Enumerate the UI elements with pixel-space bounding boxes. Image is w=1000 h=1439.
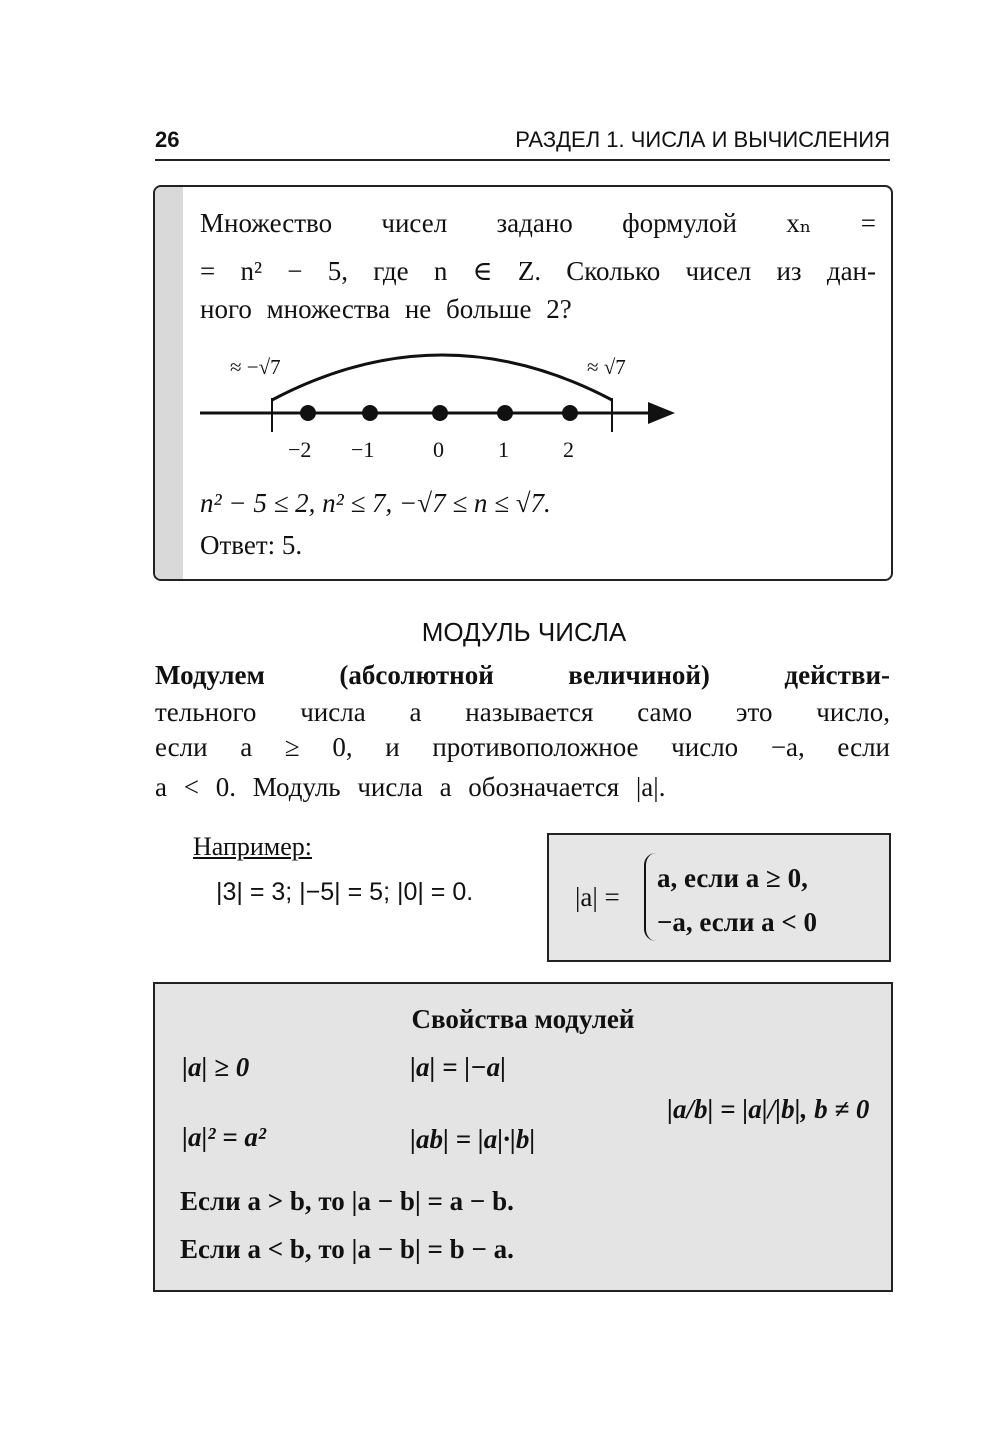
problem-line: Множество чисел задано формулой xₙ = bbox=[200, 208, 876, 238]
properties-title: Свойства модулей bbox=[411, 1004, 635, 1034]
point bbox=[300, 405, 316, 421]
examples: |3| = 3; |−5| = 5; |0| = 0. bbox=[216, 878, 474, 906]
point bbox=[432, 405, 448, 421]
property: |a|² = a² bbox=[182, 1122, 266, 1152]
property: |ab| = |a|·|b| bbox=[410, 1124, 536, 1154]
point-label: 1 bbox=[498, 437, 509, 462]
property: |a| = |−a| bbox=[410, 1052, 507, 1082]
example-label: Например: bbox=[193, 832, 313, 861]
arrow-icon bbox=[648, 402, 675, 424]
point-label: 0 bbox=[433, 437, 444, 462]
solution: n² − 5 ≤ 2, n² ≤ 7, −√7 ≤ n ≤ √7. bbox=[200, 488, 551, 518]
properties-box bbox=[153, 982, 893, 1292]
definition-line: если a ≥ 0, и противоположное число −a, если bbox=[155, 732, 890, 762]
property: Если a > b, то |a − b| = a − b. bbox=[180, 1186, 514, 1216]
page-number: 26 bbox=[155, 127, 180, 152]
definition-term: Модулем (абсолютной величиной) действи- bbox=[155, 660, 890, 690]
property: |a| ≥ 0 bbox=[182, 1052, 250, 1082]
point-label: −2 bbox=[288, 437, 312, 462]
right-bound-label: ≈ √7 bbox=[587, 355, 626, 379]
definition-line: тельного числа a называется само это число, bbox=[155, 697, 890, 727]
problem-line: ного множества не больше 2? bbox=[200, 294, 572, 324]
interval-arc bbox=[272, 355, 612, 400]
formula-case-1: a, если a ≥ 0, bbox=[657, 863, 808, 893]
property: |a/b| = |a|/|b|, b ≠ 0 bbox=[667, 1094, 870, 1124]
point-label: 2 bbox=[563, 437, 574, 462]
point bbox=[497, 405, 513, 421]
number-line bbox=[0, 0, 1000, 480]
point-label: −1 bbox=[351, 437, 375, 462]
answer: Ответ: 5. bbox=[200, 530, 303, 560]
left-bound-label: ≈ −√7 bbox=[230, 355, 281, 379]
point bbox=[562, 405, 578, 421]
problem-line: = n² − 5, где n ∈ Z. Сколько чисел из дан- bbox=[200, 256, 876, 286]
formula-case-2: −a, если a < 0 bbox=[657, 907, 818, 937]
section-title: МОДУЛЬ ЧИСЛА bbox=[421, 617, 627, 647]
formula-lhs: |a| = bbox=[575, 882, 620, 912]
definition-line: a < 0. Модуль числа a обозначается |a|. bbox=[155, 772, 666, 802]
point bbox=[362, 405, 378, 421]
definition-line bbox=[155, 660, 890, 691]
definition-formula-box bbox=[547, 833, 891, 962]
property: Если a < b, то |a − b| = b − a. bbox=[180, 1234, 514, 1264]
section-header: РАЗДЕЛ 1. ЧИСЛА И ВЫЧИСЛЕНИЯ bbox=[515, 127, 890, 152]
